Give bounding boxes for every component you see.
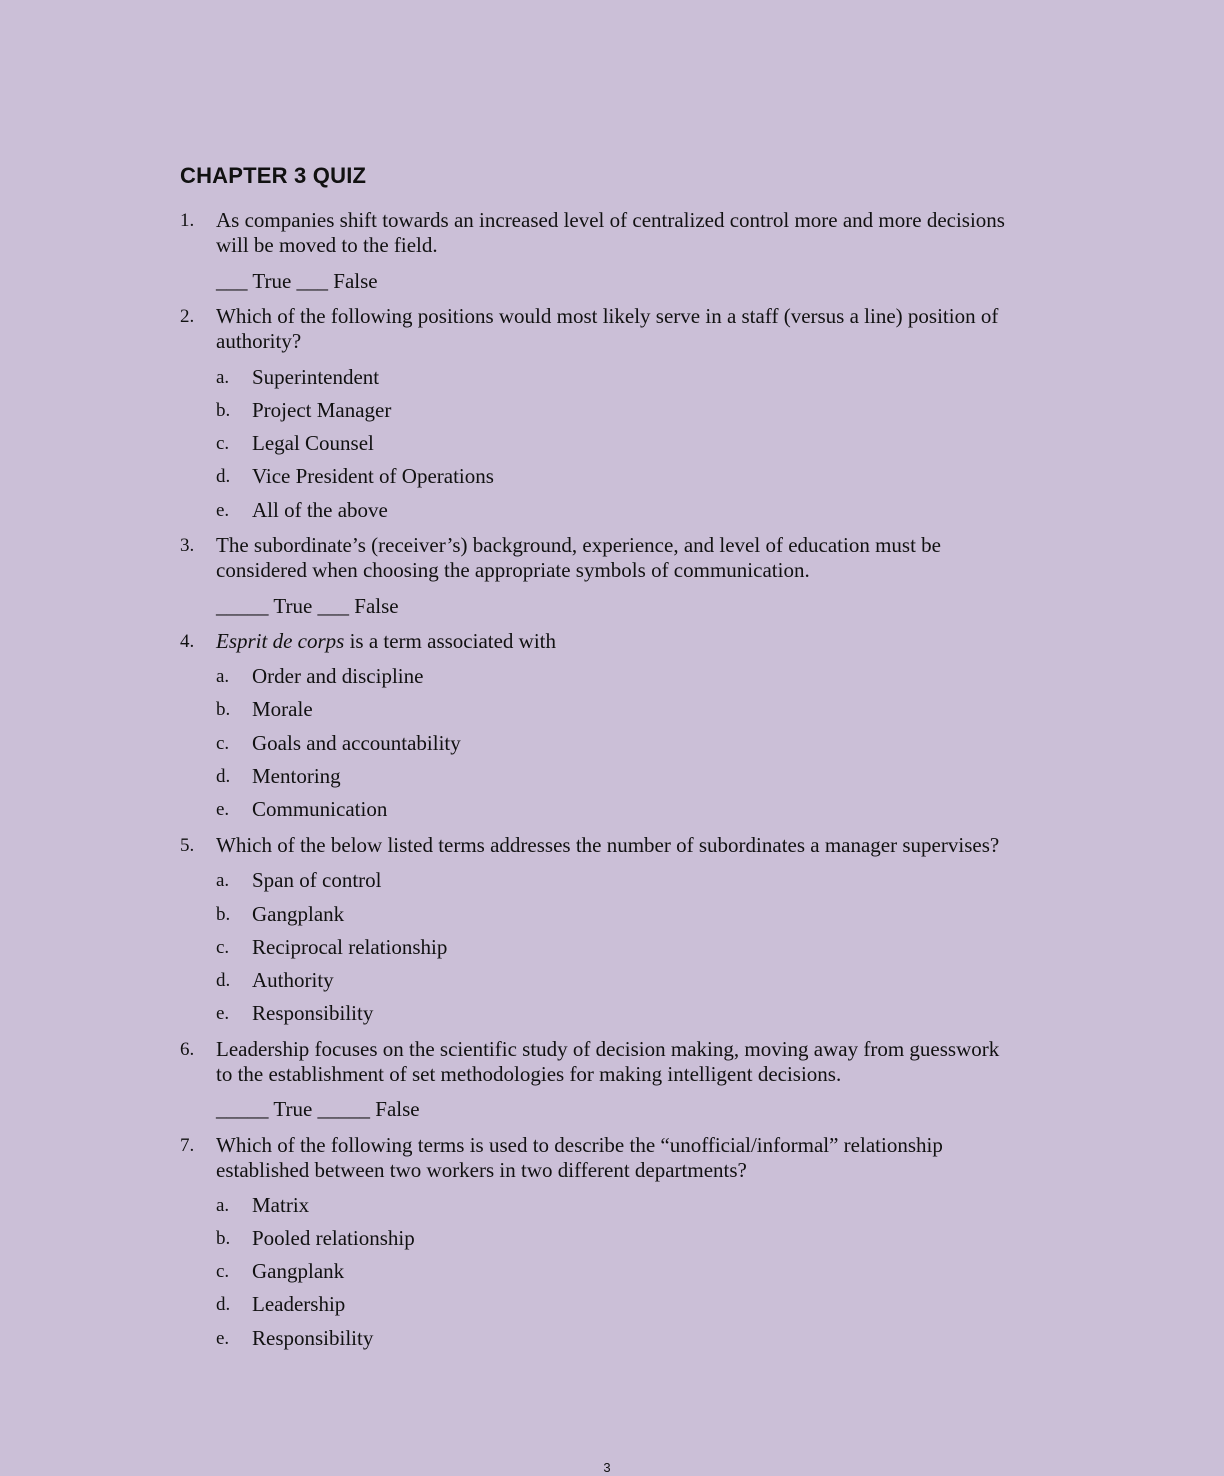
option-letter: b. (216, 400, 231, 421)
option-text: Span of control (252, 868, 382, 892)
option-text: Communication (252, 797, 388, 821)
option-letter: e. (216, 500, 230, 521)
option-text: Gangplank (252, 902, 345, 926)
option-letter: e. (216, 799, 230, 820)
option-text: Leadership (252, 1292, 346, 1316)
option-letter: b. (216, 1228, 231, 1249)
question-text (216, 629, 556, 654)
option-text: Matrix (252, 1193, 310, 1217)
option-letter: c. (216, 1261, 230, 1282)
question-term: Esprit de corps (216, 629, 345, 653)
question-number: 1. (180, 210, 195, 231)
option-text: Vice President of Operations (252, 464, 494, 488)
question-text-line: established between two workers in two different departments? (216, 1158, 747, 1182)
question-text-line: As companies shift towards an increased level of centralized control more and more decisions (216, 208, 1005, 232)
option-letter: c. (216, 433, 230, 454)
question-text-line: authority? (216, 329, 302, 353)
option-text: Superintendent (252, 365, 380, 389)
option-text: Order and discipline (252, 664, 424, 688)
option-text: Goals and accountability (252, 731, 461, 755)
question-number: 2. (180, 306, 195, 327)
option-letter: a. (216, 1195, 230, 1216)
question-text (216, 833, 999, 858)
question-text (216, 208, 1005, 258)
question-text-line: Which of the following positions would most likely serve in a staff (versus a line) position of (216, 304, 999, 328)
option-letter: a. (216, 666, 230, 687)
question-text-line: considered when choosing the appropriate symbols of communication. (216, 558, 810, 582)
option-letter: d. (216, 970, 231, 991)
option-letter: c. (216, 937, 230, 958)
option-text: Legal Counsel (252, 431, 374, 455)
option-text: Gangplank (252, 1259, 345, 1283)
question-text-rest: is a term associated with (344, 629, 557, 653)
question-text-line: Which of the below listed terms addresses the number of subordinates a manager supervises? (216, 833, 1000, 857)
page-number: 3 (603, 1460, 611, 1475)
page-title: CHAPTER 3 QUIZ (180, 163, 367, 188)
option-text: Responsibility (252, 1001, 374, 1025)
question-number: 7. (180, 1135, 195, 1156)
option-text: Pooled relationship (252, 1226, 415, 1250)
true-false-answer-line: _____ True ___ False (216, 594, 399, 618)
option-text: Responsibility (252, 1326, 374, 1350)
option-text: Reciprocal relationship (252, 935, 448, 959)
question-text (216, 1037, 999, 1087)
question-text (216, 533, 941, 583)
option-text: Authority (252, 968, 334, 992)
option-text: Mentoring (252, 764, 341, 788)
question-text-line: Leadership focuses on the scientific study of decision making, moving away from guesswork (216, 1037, 1000, 1061)
question-text (216, 1133, 943, 1183)
option-letter: b. (216, 699, 231, 720)
question-number: 3. (180, 535, 195, 556)
question-number: 4. (180, 631, 195, 652)
option-letter: a. (216, 367, 230, 388)
question-text (216, 304, 998, 354)
option-text: All of the above (252, 498, 388, 522)
option-text: Project Manager (252, 398, 392, 422)
option-letter: b. (216, 904, 231, 925)
option-letter: c. (216, 733, 230, 754)
option-text: Morale (252, 697, 313, 721)
option-letter: e. (216, 1328, 230, 1349)
true-false-answer-line: ___ True ___ False (216, 269, 378, 293)
option-letter: e. (216, 1003, 230, 1024)
question-number: 5. (180, 835, 195, 856)
option-letter: d. (216, 766, 231, 787)
question-text-line: The subordinate’s (receiver’s) background, experience, and level of education must be (216, 533, 941, 557)
true-false-answer-line: _____ True _____ False (216, 1097, 420, 1121)
question-text-line: will be moved to the field. (216, 233, 438, 257)
option-letter: d. (216, 466, 231, 487)
question-text-line: Which of the following terms is used to describe the “unofficial/informal” relationship (216, 1133, 943, 1157)
question-text-line: to the establishment of set methodologies for making intelligent decisions. (216, 1062, 842, 1086)
option-letter: d. (216, 1294, 231, 1315)
question-number: 6. (180, 1039, 195, 1060)
option-letter: a. (216, 870, 230, 891)
